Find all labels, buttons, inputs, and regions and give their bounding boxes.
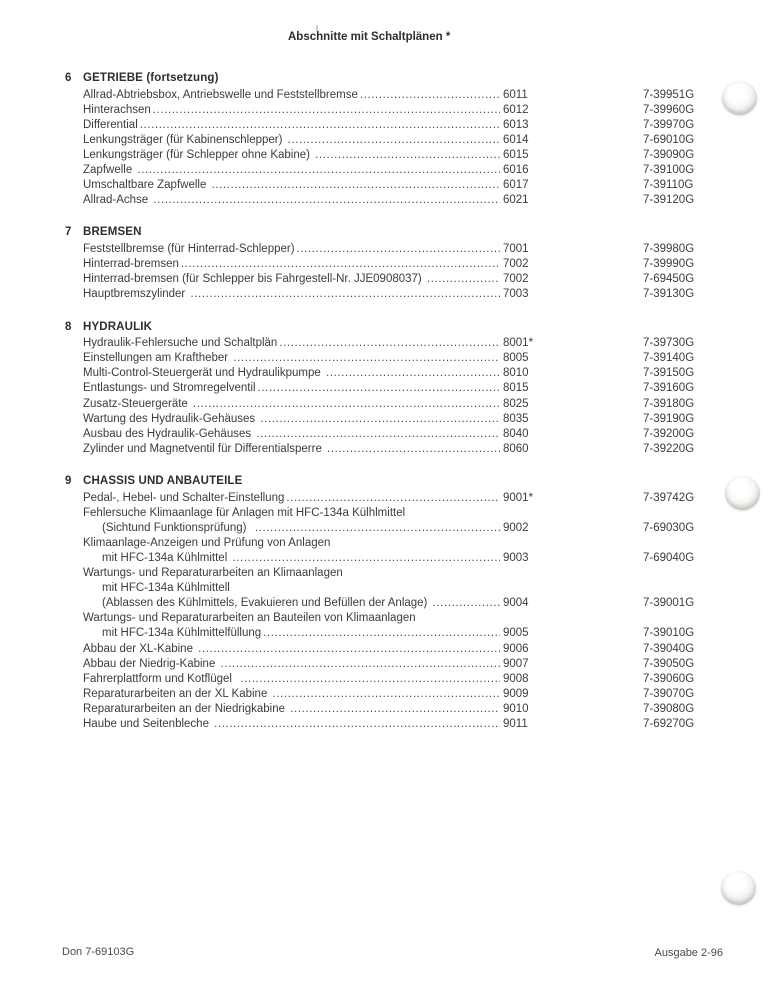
dot-leader [193, 397, 500, 412]
section-title: BREMSEN [83, 226, 142, 239]
entry-text: Hinterrad-bremsen [83, 258, 179, 271]
entry-part: 7-39990G [643, 258, 695, 271]
toc-row [83, 351, 733, 366]
toc-row [83, 491, 733, 506]
dot-leader [255, 521, 500, 536]
entry-text: Fahrerplattform und Kotflügel [83, 672, 239, 685]
section-number: 9 [65, 474, 72, 487]
entry-page: 9004 [503, 597, 529, 610]
toc-row [83, 672, 733, 687]
punch-hole [722, 81, 757, 115]
toc-row [83, 566, 733, 581]
entry-text: Ausbau des Hydraulik-Gehäuses [83, 427, 255, 440]
toc-row [83, 366, 733, 381]
toc-row [83, 148, 733, 163]
dot-leader [290, 702, 500, 717]
row-main [83, 521, 500, 536]
section-header [65, 71, 733, 86]
entry-page: 9006 [503, 642, 529, 655]
entry-page: 8005 [503, 352, 529, 365]
entry-page: 8015 [503, 382, 529, 395]
entry-text: Wartungs- und Reparaturarbeiten an Bauteilen von Klimaanlagen [83, 612, 416, 625]
section-header [65, 225, 733, 240]
toc-row [83, 272, 733, 287]
entry-page: 6014 [503, 133, 529, 146]
dot-leader [212, 178, 500, 193]
entry-text: Differential [83, 118, 138, 131]
dot-leader [427, 272, 500, 287]
row-main [83, 491, 500, 506]
entry-part: 7-39730G [643, 337, 695, 350]
entry-page: 9005 [503, 627, 529, 640]
toc-section [65, 71, 733, 208]
entry-part: 7-39130G [643, 288, 695, 301]
row-main [83, 657, 500, 672]
dot-leader [327, 442, 500, 457]
entry-part: 7-39951G [643, 88, 695, 101]
dot-leader [232, 551, 500, 566]
toc-row [83, 88, 733, 103]
entry-page: 7002 [503, 273, 529, 286]
wiring-diagram-footnote: Abschnitte mit Schaltplänen * [288, 31, 451, 43]
toc-row [83, 242, 733, 257]
entry-part: 7-39110G [643, 179, 694, 192]
row-main [83, 242, 500, 257]
toc-row [83, 178, 733, 193]
row-main [83, 148, 500, 163]
entry-text: (Ablassen des Kühlmittels, Evakuieren und Befüllen der Anlage) [102, 597, 431, 610]
toc-row [83, 581, 733, 596]
entry-part: 7-69040G [643, 552, 695, 564]
section-title: CHASSIS UND ANBAUTEILE [83, 474, 243, 487]
row-main [83, 118, 500, 133]
toc-row [83, 536, 733, 551]
toc-row [83, 257, 733, 272]
dot-leader [198, 642, 500, 657]
toc-row [83, 611, 733, 626]
dot-leader [153, 193, 500, 208]
entry-text: Entlastungs- und Stromregelventil [83, 382, 256, 395]
entry-part: 7-69030G [643, 521, 695, 534]
entry-page: 9007 [503, 657, 529, 670]
punch-hole [721, 871, 756, 905]
footer-document-number: Don 7-69103G [62, 946, 135, 958]
toc-row [83, 163, 733, 178]
entry-text: Pedal-, Hebel- und Schalter-Einstellung [83, 491, 285, 504]
entry-text: Einstellungen am Kraftheber [83, 352, 232, 365]
section-rows [83, 491, 733, 733]
entry-page: 9009 [503, 687, 529, 700]
section-number: 8 [65, 320, 72, 333]
entry-text: Klimaanlage-Anzeigen und Prüfung von Anlagen [83, 536, 331, 549]
section-header [65, 474, 733, 489]
toc-row [83, 657, 733, 672]
row-main [83, 88, 500, 103]
entry-page: 6012 [503, 103, 529, 116]
row-main [83, 103, 500, 118]
dot-leader [233, 351, 500, 366]
row-main [83, 596, 500, 611]
entry-text: Zusatz-Steuergeräte [83, 397, 192, 410]
entry-page: 6017 [503, 179, 529, 192]
entry-page: 8060 [503, 442, 529, 455]
entry-text: Zylinder und Magnetventil für Differentialsperre [83, 442, 326, 455]
entry-text: Fehlersuche Klimaanlage für Anlagen mit HFC-134a Külhlmittel [83, 506, 406, 519]
entry-part: 7-39980G [643, 243, 695, 256]
toc-section [65, 225, 733, 302]
section-number: 7 [65, 226, 72, 239]
entry-part: 7-39190G [643, 412, 695, 425]
toc-row [83, 381, 733, 396]
section-header [65, 320, 733, 335]
section-title: GETRIEBE (fortsetzung) [83, 72, 219, 84]
toc-row [83, 103, 733, 118]
toc-row [83, 336, 733, 351]
dot-leader [326, 366, 500, 381]
entry-text: Allrad-Abtriebsbox, Antriebswelle und Feststellbremse [83, 88, 358, 101]
toc-row [83, 118, 733, 133]
row-main [83, 163, 500, 178]
section-rows [83, 242, 733, 302]
toc-row [83, 551, 733, 566]
row-main [83, 717, 500, 732]
dot-leader [214, 717, 500, 732]
row-main [83, 687, 500, 702]
entry-part: 7-39040G [643, 642, 695, 655]
toc-section [65, 474, 733, 732]
row-main [83, 412, 500, 427]
dot-leader [286, 491, 500, 506]
row-main [83, 566, 500, 581]
dot-leader [240, 672, 500, 687]
entry-text: (Sichtund Funktionsprüfung) [102, 521, 253, 534]
entry-text: Zapfwelle [83, 164, 136, 177]
entry-page: 9008 [503, 672, 529, 685]
row-main [83, 581, 500, 596]
dot-leader [153, 103, 500, 118]
toc-row [83, 717, 733, 732]
entry-page: 6015 [503, 149, 529, 162]
entry-text: Umschaltbare Zapfwelle [83, 179, 210, 192]
entry-text: mit HFC-134a Kühlmittelfüllung [102, 627, 262, 640]
row-main [83, 351, 500, 366]
footer-edition: Ausgabe 2-96 [654, 947, 723, 959]
entry-page: 8010 [503, 367, 529, 380]
entry-part: 7-39070G [643, 687, 695, 700]
entry-part: 7-69450G [643, 273, 695, 286]
entry-part: 7-39050G [643, 657, 695, 670]
entry-page: 9002 [503, 521, 529, 534]
entry-text: Reparaturarbeiten an der Niedrigkabine [83, 702, 289, 715]
toc-row [83, 626, 733, 641]
toc-row [83, 193, 733, 208]
entry-part: 7-69010G [643, 133, 695, 146]
toc-row [83, 133, 733, 148]
dot-leader [137, 163, 500, 178]
toc-row [83, 506, 733, 521]
toc-row [83, 521, 733, 536]
entry-part: 7-39120G [643, 194, 695, 207]
toc-row [83, 596, 733, 611]
entry-text: Abbau der Niedrig-Kabine [83, 657, 219, 670]
row-main [83, 272, 500, 287]
section-rows [83, 336, 733, 457]
entry-page: 8001* [503, 337, 534, 350]
row-main [83, 178, 500, 193]
dot-leader [263, 626, 500, 641]
entry-text: Wartungs- und Reparaturarbeiten an Klimaanlagen [83, 567, 343, 580]
entry-part: 7-39140G [643, 352, 695, 365]
entry-page: 9001* [503, 491, 534, 504]
row-main [83, 626, 500, 641]
entry-text: Abbau der XL-Kabine [83, 642, 197, 655]
entry-page: 6021 [503, 194, 529, 207]
row-main [83, 257, 500, 272]
dot-leader [273, 687, 500, 702]
row-main [83, 366, 500, 381]
entry-part: 7-39100G [643, 164, 695, 177]
row-main [83, 287, 500, 302]
entry-page: 9010 [503, 702, 529, 715]
dot-leader [433, 596, 500, 611]
toc-section [65, 320, 733, 457]
dot-leader [221, 657, 500, 672]
entry-text: Hydraulik-Fehlersuche und Schaltplän [83, 337, 278, 350]
entry-text: Feststellbremse (für Hinterrad-Schlepper) [83, 243, 295, 256]
dot-leader [260, 412, 500, 427]
entry-page: 8035 [503, 412, 529, 425]
toc-row [83, 412, 733, 427]
entry-page: 8025 [503, 397, 529, 410]
entry-page: 6016 [503, 164, 529, 177]
entry-text: Lenkungsträger (für Kabinenschlepper) [83, 133, 286, 146]
dot-leader [279, 336, 500, 351]
entry-part: 7-39960G [643, 103, 695, 116]
entry-text: Haube und Seitenbleche [83, 718, 213, 731]
toc-row [83, 287, 733, 302]
entry-page: 7003 [503, 288, 529, 301]
row-main [83, 551, 500, 566]
entry-part: 7-39970G [643, 118, 695, 131]
entry-part: 7-69270G [643, 718, 695, 731]
entry-text: Hauptbremszylinder [83, 288, 189, 301]
entry-part: 7-39060G [643, 672, 695, 685]
toc-row [83, 642, 733, 657]
entry-text: Lenkungsträger (für Schlepper ohne Kabine) [83, 149, 314, 162]
toc-row [83, 442, 733, 457]
dot-leader [181, 257, 500, 272]
dot-leader [258, 381, 500, 396]
row-main [83, 442, 500, 457]
entry-page: 9003 [503, 552, 529, 564]
dot-leader [297, 242, 500, 257]
toc-row [83, 427, 733, 442]
row-main [83, 427, 500, 442]
scan-speck [316, 25, 318, 31]
entry-text: Hinterrad-bremsen (für Schlepper bis Fahrgestell-Nr. JJE0908037) [83, 273, 425, 286]
row-main [83, 672, 500, 687]
row-main [83, 336, 500, 351]
entry-page: 9011 [503, 718, 528, 731]
entry-part: 7-39090G [643, 149, 695, 162]
row-main [83, 611, 500, 626]
section-rows [83, 88, 733, 209]
entry-part: 7-39742G [643, 491, 695, 504]
dot-leader [256, 427, 500, 442]
row-main [83, 702, 500, 717]
entry-part: 7-39080G [643, 702, 695, 715]
entry-text: Allrad-Achse [83, 194, 152, 207]
punch-hole [725, 476, 760, 510]
entry-part: 7-39010G [643, 627, 695, 640]
row-main [83, 381, 500, 396]
entry-page: 6011 [503, 88, 528, 101]
section-title: HYDRAULIK [83, 320, 153, 333]
section-number: 6 [65, 72, 72, 84]
dot-leader [140, 118, 500, 133]
entry-part: 7-39180G [643, 397, 695, 410]
entry-page: 6013 [503, 118, 529, 131]
entry-part: 7-39001G [643, 597, 695, 610]
dot-leader [190, 287, 500, 302]
entry-page: 7001 [503, 243, 529, 256]
dot-leader [288, 133, 500, 148]
row-main [83, 133, 500, 148]
entry-page: 7002 [503, 258, 529, 271]
entry-text: mit HFC-134a Kühlmittell [102, 582, 230, 595]
entry-part: 7-39200G [643, 427, 695, 440]
entry-page: 8040 [503, 427, 529, 440]
row-main [83, 506, 500, 521]
entry-text: Reparaturarbeiten an der XL Kabine [83, 687, 271, 700]
toc-row [83, 397, 733, 412]
toc-row [83, 702, 733, 717]
entry-text: Hinterachsen [83, 103, 151, 116]
row-main [83, 536, 500, 551]
toc-row [83, 687, 733, 702]
entry-text: Wartung des Hydraulik-Gehäuses [83, 412, 259, 425]
entry-text: Multi-Control-Steuergerät und Hydraulikpumpe [83, 367, 324, 380]
row-main [83, 193, 500, 208]
entry-part: 7-39220G [643, 442, 695, 455]
entry-text: mit HFC-134a Kühlmittel [102, 552, 231, 564]
entry-part: 7-39160G [643, 382, 695, 395]
entry-part: 7-39150G [643, 367, 695, 380]
row-main [83, 397, 500, 412]
row-main [83, 642, 500, 657]
table-of-contents [65, 71, 733, 732]
dot-leader [360, 88, 500, 103]
dot-leader [315, 148, 500, 163]
